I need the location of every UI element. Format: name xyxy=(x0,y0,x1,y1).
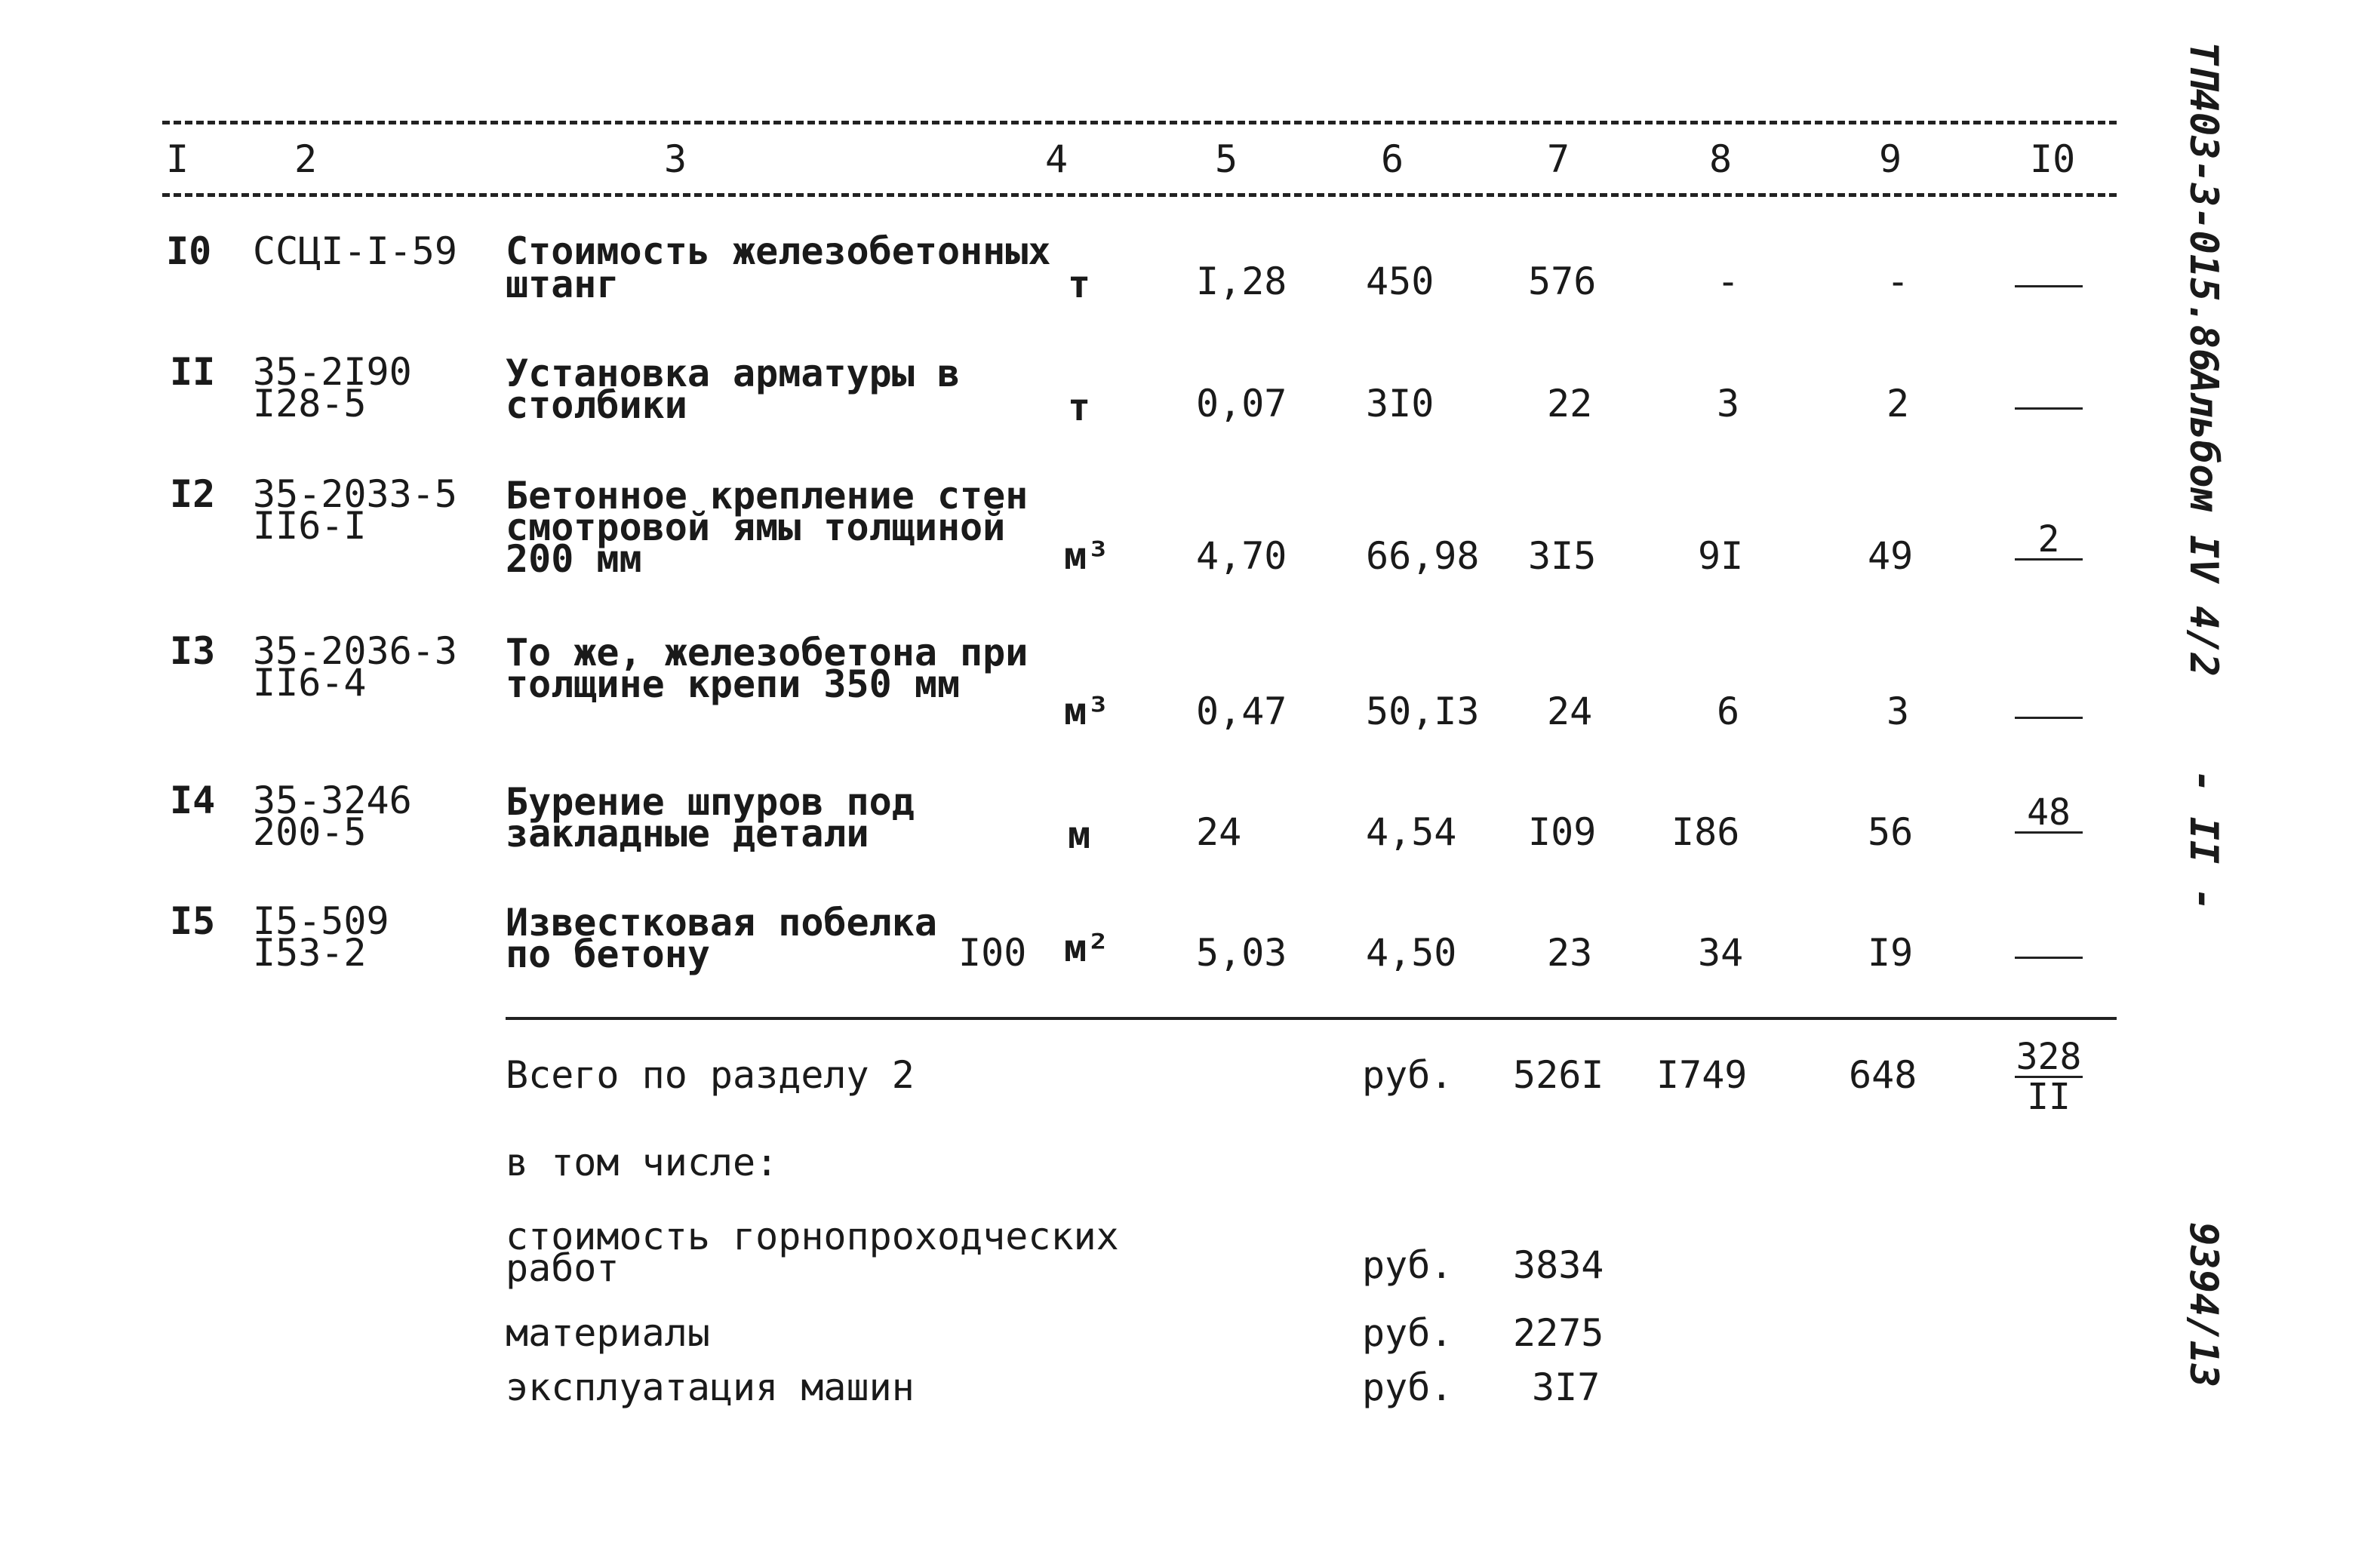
row-col8: I86 xyxy=(1671,810,1740,854)
row-col8: 3 xyxy=(1717,382,1740,425)
row-total: 3I5 xyxy=(1528,534,1597,578)
summary-item-value: 3834 xyxy=(1513,1243,1604,1287)
doc-code-stamp: ТП403-3-015.86 xyxy=(2181,41,2226,373)
summary-item-label: эксплуатация машин xyxy=(506,1365,915,1409)
row-unit: м³ xyxy=(1064,690,1110,733)
row-code: I28-5 xyxy=(253,382,367,425)
row-col9: 49 xyxy=(1868,534,1914,578)
row-number: I2 xyxy=(170,472,216,516)
row-total: 576 xyxy=(1528,260,1597,303)
row-price: 4,50 xyxy=(1366,931,1457,975)
summary-item-label: стоимость горнопроходческих xyxy=(506,1215,1119,1258)
row-price: 4,54 xyxy=(1366,810,1457,854)
summary-item-value: 2275 xyxy=(1513,1311,1604,1355)
inventory-number: 9394/13 xyxy=(2181,1222,2226,1388)
row-col8: 9I xyxy=(1698,534,1744,578)
row-description: по бетону xyxy=(506,932,710,976)
header-col-6: 6 xyxy=(1381,137,1404,181)
row-col9: 3 xyxy=(1886,690,1910,733)
row-description: толщине крепи 350 мм xyxy=(506,662,961,706)
row-code: I53-2 xyxy=(253,931,367,975)
row-total: 22 xyxy=(1547,382,1593,425)
row-description: 200 мм xyxy=(506,537,642,581)
row-quantity: I,28 xyxy=(1196,260,1287,303)
summary-total-9: 648 xyxy=(1849,1053,1917,1097)
row-price: 3I0 xyxy=(1366,382,1434,425)
row-col8: 34 xyxy=(1698,931,1744,975)
row-col9: I9 xyxy=(1868,931,1914,975)
row-quantity: 4,70 xyxy=(1196,534,1287,578)
summary-total-7: 526I xyxy=(1513,1053,1604,1097)
header-col-8: 8 xyxy=(1709,137,1733,181)
row-description: смотровой ямы толщиной xyxy=(506,505,1006,549)
summary-total-10-fraction: 328 II xyxy=(2016,1036,2082,1118)
header-col-7: 7 xyxy=(1547,137,1570,181)
row-description: Известковая побелка xyxy=(506,901,937,945)
row-unit: м³ xyxy=(1064,534,1110,578)
row-description: столбики xyxy=(506,383,687,427)
summary-item-unit: руб. xyxy=(1362,1365,1453,1409)
album-stamp: Альбом IV 4/2 xyxy=(2181,370,2226,677)
row-code: 35-2I90 xyxy=(253,350,412,394)
row-total: 24 xyxy=(1547,690,1593,733)
row-description: закладные детали xyxy=(506,812,869,855)
row-price: 50,I3 xyxy=(1366,690,1480,733)
row-code: 35-3246 xyxy=(253,779,412,822)
row-quantity: 24 xyxy=(1196,810,1242,854)
including-label: в том числе: xyxy=(506,1141,779,1184)
row-total: I09 xyxy=(1528,810,1597,854)
row-description: То же, железобетона при xyxy=(506,631,1029,674)
row-col9: 56 xyxy=(1868,810,1914,854)
row-code: II6-I xyxy=(253,504,367,548)
row-code: I5-509 xyxy=(253,899,389,943)
summary-total-8: I749 xyxy=(1656,1053,1748,1097)
row-code: 200-5 xyxy=(253,810,367,854)
row-col10-fraction: 2 xyxy=(2007,521,2090,598)
summary-item-unit: руб. xyxy=(1362,1311,1453,1355)
row-quantity-inline: I00 xyxy=(958,931,1027,975)
row-col10-fraction xyxy=(2007,679,2090,757)
row-code: ССЦI-I-59 xyxy=(253,229,457,273)
row-description: Бурение шпуров под xyxy=(506,780,915,824)
row-number: I5 xyxy=(170,899,216,943)
summary-item-value: 3I7 xyxy=(1532,1365,1601,1409)
row-col10-fraction xyxy=(2007,247,2090,325)
header-col-10: I0 xyxy=(2030,137,2076,181)
page-mark: - II - xyxy=(2181,769,2226,911)
row-unit: т xyxy=(1068,386,1091,429)
header-top-rule xyxy=(162,121,2117,124)
header-col-4: 4 xyxy=(1045,137,1069,181)
summary-total-unit: руб. xyxy=(1362,1053,1453,1097)
row-unit: м xyxy=(1068,813,1091,857)
row-col8: - xyxy=(1717,260,1740,303)
row-code: II6-4 xyxy=(253,661,367,705)
row-description: Бетонное крепление стен xyxy=(506,474,1029,518)
row-col10-fraction xyxy=(2007,919,2090,997)
summary-item-label: работ xyxy=(506,1246,620,1290)
row-unit: м² xyxy=(1064,926,1110,970)
row-price: 450 xyxy=(1366,260,1434,303)
row-number: I4 xyxy=(170,779,216,822)
row-description: штанг xyxy=(506,263,620,306)
row-description: Установка арматуры в xyxy=(506,352,961,395)
summary-rule xyxy=(506,1017,2117,1020)
header-col-9: 9 xyxy=(1879,137,1902,181)
row-description: Стоимость железобетонных xyxy=(506,229,1051,273)
row-number: II xyxy=(170,350,216,394)
row-col9: 2 xyxy=(1886,382,1910,425)
header-col-1: I xyxy=(166,137,189,181)
row-quantity: 0,07 xyxy=(1196,382,1287,425)
row-unit: т xyxy=(1068,263,1091,306)
row-col10-fraction: 48 xyxy=(2007,794,2090,871)
row-col9: - xyxy=(1886,260,1910,303)
header-col-3: 3 xyxy=(664,137,687,181)
row-col10-fraction xyxy=(2007,370,2090,447)
row-number: I3 xyxy=(170,629,216,673)
summary-item-unit: руб. xyxy=(1362,1243,1453,1287)
row-total: 23 xyxy=(1547,931,1593,975)
row-code: 35-2036-3 xyxy=(253,629,457,673)
summary-item-label: материалы xyxy=(506,1311,710,1355)
row-quantity: 0,47 xyxy=(1196,690,1287,733)
header-col-5: 5 xyxy=(1215,137,1238,181)
row-code: 35-2033-5 xyxy=(253,472,457,516)
header-bottom-rule xyxy=(162,193,2117,197)
row-number: I0 xyxy=(166,229,212,273)
row-quantity: 5,03 xyxy=(1196,931,1287,975)
row-col8: 6 xyxy=(1717,690,1740,733)
row-price: 66,98 xyxy=(1366,534,1480,578)
summary-total-label: Всего по разделу 2 xyxy=(506,1053,915,1097)
header-col-2: 2 xyxy=(294,137,318,181)
